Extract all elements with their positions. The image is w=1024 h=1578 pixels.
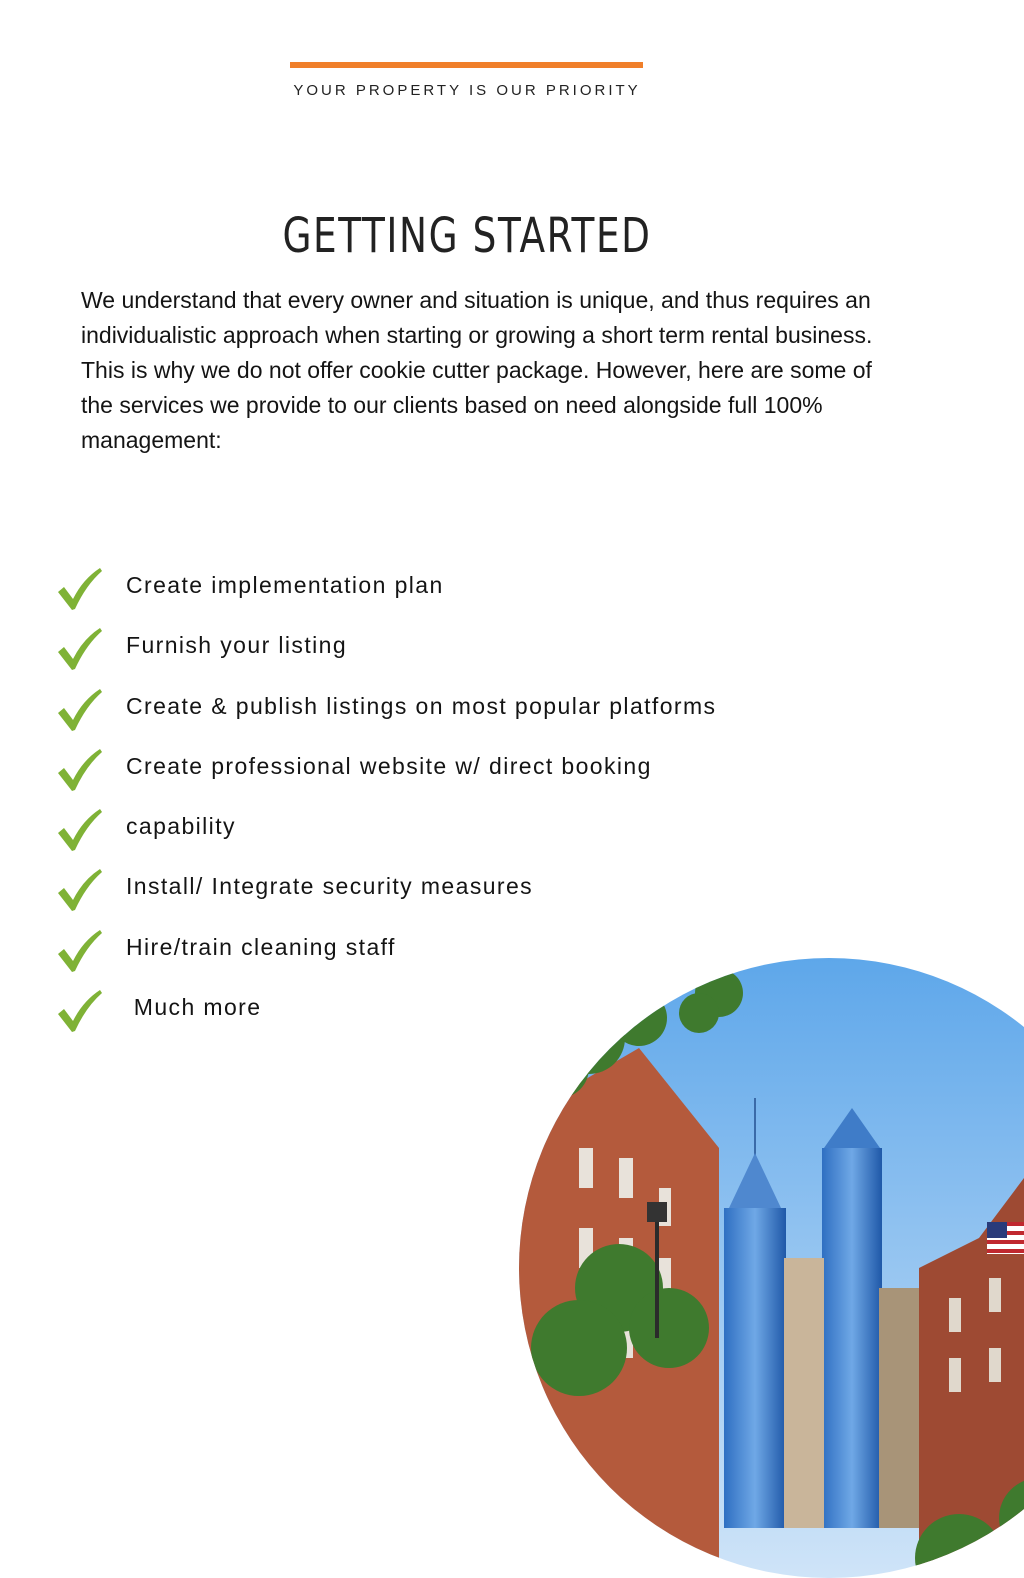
checklist-item xyxy=(0,560,900,620)
checklist-item-label: Install/ Integrate security measures xyxy=(126,873,534,900)
checkmark-icon xyxy=(54,866,104,914)
checklist-item-label: Create implementation plan xyxy=(126,572,444,598)
checkmark-icon xyxy=(54,686,104,734)
city-skyline-photo xyxy=(519,958,1024,1578)
checklist-item-label: Furnish your listing xyxy=(126,632,348,659)
checklist-item xyxy=(0,681,900,741)
checkmark-icon xyxy=(54,806,104,854)
city-skyline-illustration xyxy=(519,958,1024,1578)
checklist-item xyxy=(0,741,900,801)
checklist-item xyxy=(0,801,900,861)
checklist-item xyxy=(0,861,900,921)
checklist-item-label: Create professional website w/ direct booking xyxy=(126,752,652,779)
checkmark-icon xyxy=(54,625,104,673)
tagline: YOUR PROPERTY IS OUR PRIORITY xyxy=(293,82,641,99)
checkmark-icon xyxy=(54,746,104,794)
checklist-item xyxy=(0,620,900,680)
page-title: GETTING STARTED xyxy=(282,208,652,265)
checklist-item-label: capability xyxy=(126,813,236,840)
checklist-item-label: Hire/train cleaning staff xyxy=(126,933,396,960)
checklist-item-label: Much more xyxy=(126,994,262,1021)
american-flag xyxy=(987,1222,1024,1254)
checkmark-icon xyxy=(54,565,104,613)
intro-paragraph: We understand that every owner and situation is unique, and thus requires an individualistic approach when starting or growing a short term rental business. This is why we do not offer cookie cutter package. However, here are some of the services we provide to our clients based on need alongside full 100% management: xyxy=(81,287,873,453)
checklist-item-label: Create & publish listings on most popular platforms xyxy=(126,692,717,719)
header-accent-rule xyxy=(290,62,643,68)
checkmark-icon xyxy=(54,987,104,1035)
midrise-building xyxy=(784,1258,824,1528)
checkmark-icon xyxy=(54,927,104,975)
skyscraper-right xyxy=(822,1108,882,1528)
midrise-building xyxy=(879,1288,919,1528)
